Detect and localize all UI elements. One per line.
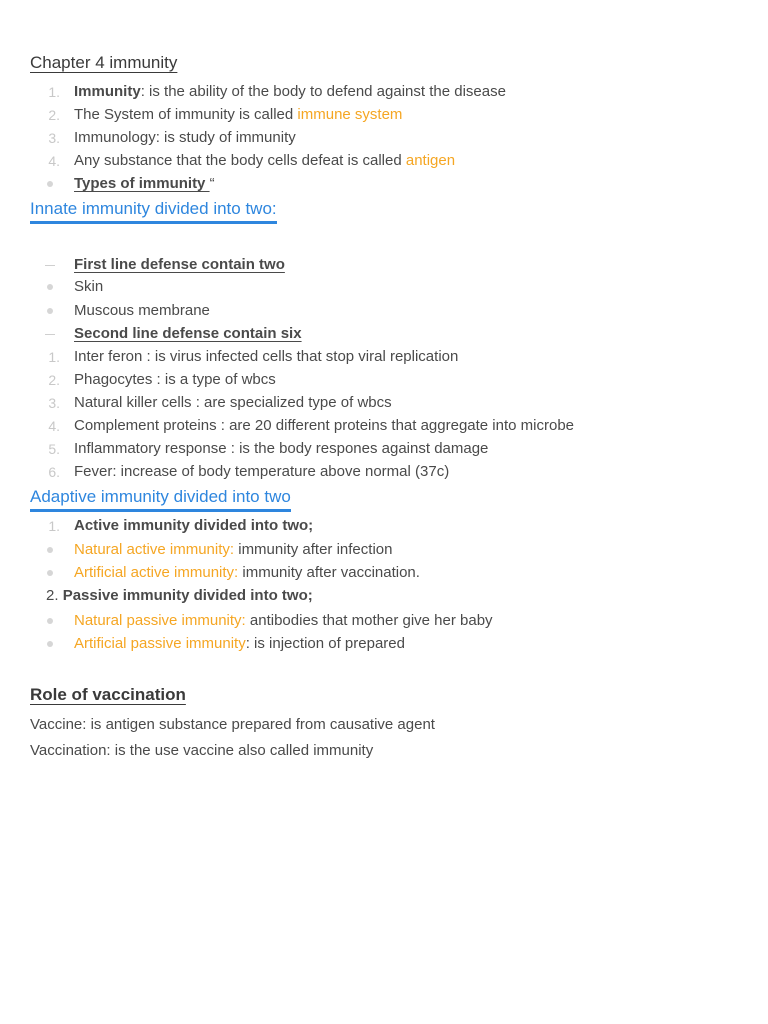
bullet-icon [47,641,53,647]
list-number: 6. [48,464,60,480]
list-number: 4. [48,418,60,434]
definition: antibodies that mother give her baby [245,612,493,629]
definition: Immunology: is study of immunity [74,129,296,146]
list-number: 2. [48,372,60,388]
list-text: Fever: increase of body temperature above normal (37c) [74,463,450,480]
list-number: 1. [48,349,60,365]
list-text: Phagocytes : is a type of wbcs [74,371,276,388]
list-text: Skin [74,278,104,295]
definition: : is the ability of the body to defend against the disease [140,83,506,100]
highlight-term: antigen [405,152,456,169]
definition: Any substance that the body cells defeat is called [74,152,406,169]
definition: : is injection of prepared [245,635,405,652]
types-heading: Types of immunity [74,175,210,192]
highlight-term: Artificial active immunity: [74,564,239,581]
chapter-title: Chapter 4 immunity [30,53,178,72]
bullet-icon [47,570,53,576]
first-line-heading: First line defense contain two [74,256,285,273]
bullet-icon [47,284,53,290]
list-number: 4. [48,153,60,169]
paragraph-line: Vaccine: is antigen substance prepared from causative agent [30,716,435,733]
list-number: 3. [48,395,60,411]
list-text: Complement proteins : are 20 different proteins that aggregate into microbe [74,417,575,434]
term: Immunity [74,83,141,100]
bullet-icon [47,547,53,553]
definition: immunity after vaccination. [238,564,420,581]
active-heading: Active immunity divided into two; [74,517,314,534]
list-number: 1. [48,518,60,534]
list-text: Muscous membrane [74,302,210,319]
highlight-term: Artificial passive immunity [74,635,246,652]
types-suffix: “ [209,175,215,192]
bullet-icon [47,181,53,187]
bullet-icon [47,618,53,624]
highlight-term: immune system [297,106,403,123]
list-number: 1. [48,84,60,100]
definition: The System of immunity is called [74,106,298,123]
list-text: Inflammatory response : is the body respones against damage [74,440,489,457]
list-number: 5. [48,441,60,457]
passive-heading: Passive immunity divided into two; [62,587,313,604]
dash-icon [45,265,55,266]
vaccination-heading: Role of vaccination [30,685,186,704]
adaptive-heading: Adaptive immunity divided into two [30,486,291,512]
highlight-term: Natural passive immunity: [74,612,246,629]
dash-icon [45,334,55,335]
list-number: 3. [48,130,60,146]
definition: immunity after infection [234,541,393,558]
paragraph-line: Vaccination: is the use vaccine also called immunity [30,742,374,759]
highlight-term: Natural active immunity: [74,541,235,558]
list-number: 2. [48,107,60,123]
list-text: Inter feron : is virus infected cells that stop viral replication [74,348,459,365]
list-text: Natural killer cells : are specialized type of wbcs [74,394,392,411]
bullet-icon [47,308,53,314]
innate-heading: Innate immunity divided into two: [30,198,277,224]
list-number: 2. [46,587,63,604]
second-line-heading: Second line defense contain six [74,325,302,342]
